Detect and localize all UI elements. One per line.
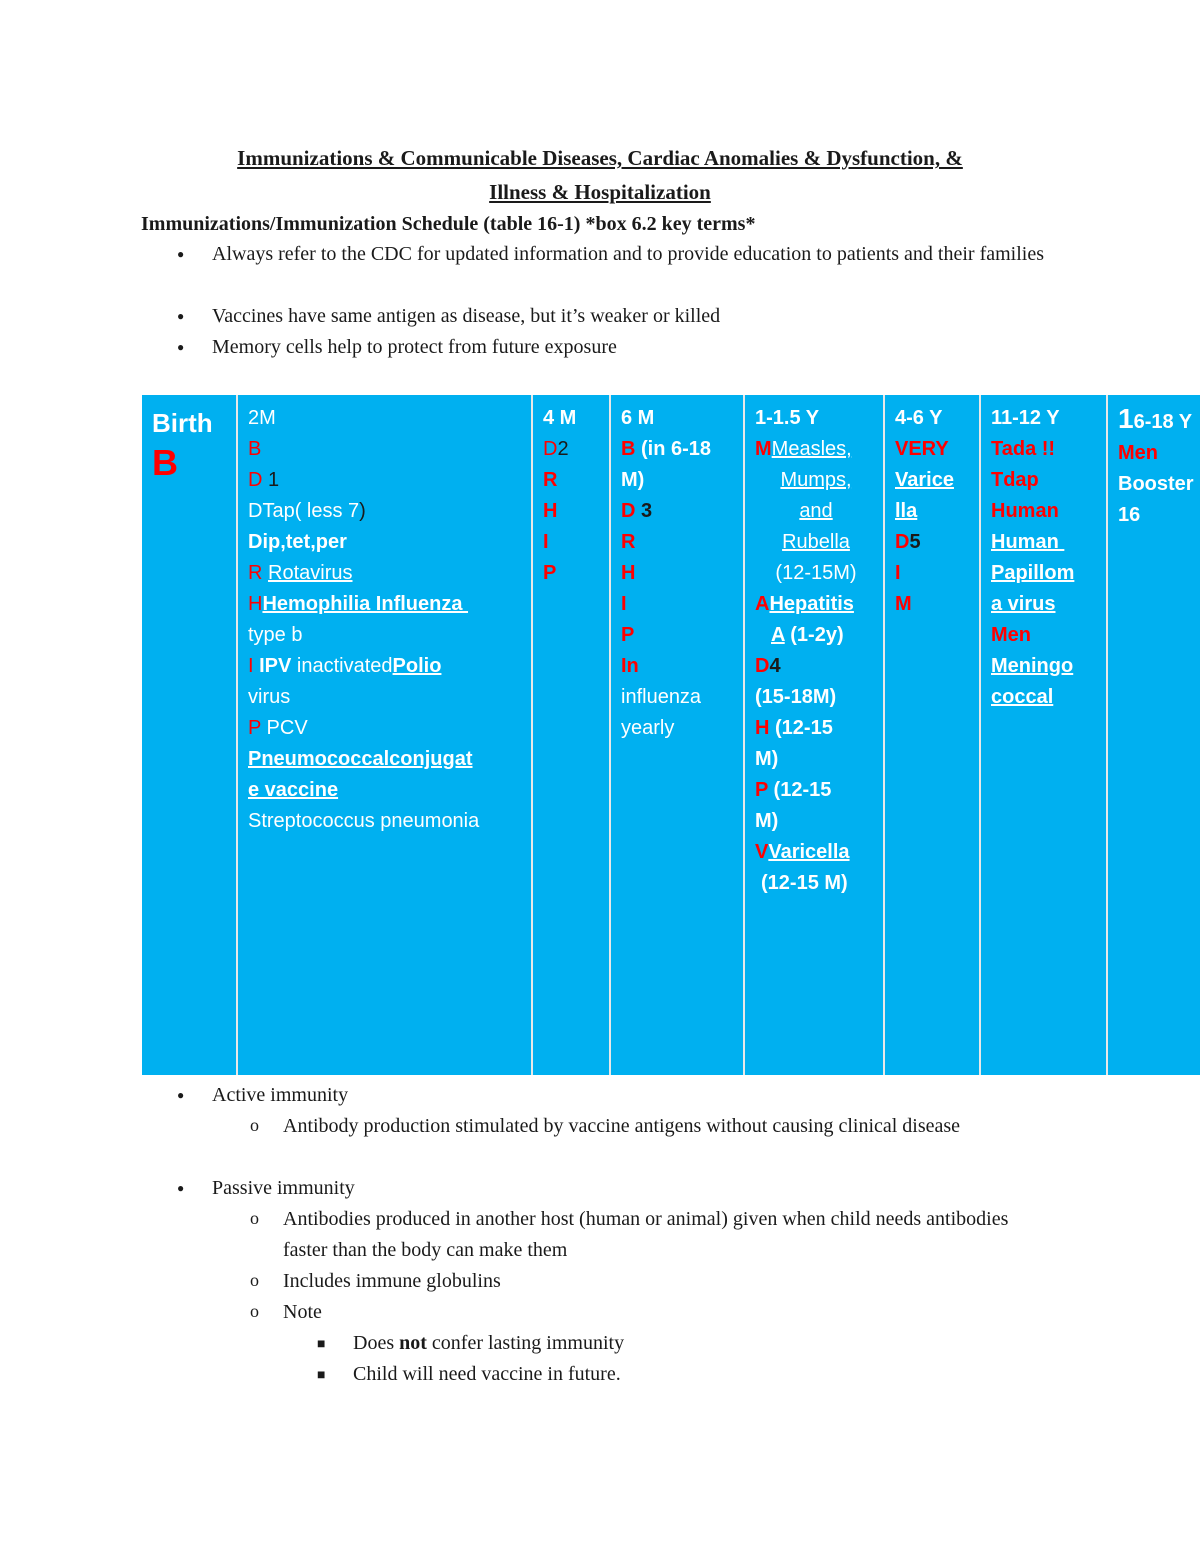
note-vaccine-in-future: ■ Child will need vaccine in future. [353,1359,1053,1390]
2m-p: P [248,717,261,739]
2m-b: B [248,438,262,460]
y16-men: Men [1118,442,1158,464]
2m-inactivated: inactivated [291,655,393,677]
2m-dip-tet-per: Dip,tet,per [248,531,347,553]
header-birth: Birth [152,408,213,438]
y1-hep-age: (1-2y) [784,624,844,646]
2m-d: D [248,469,263,491]
6m-d: D [621,500,636,522]
bullet-vaccine-antigen: ● Vaccines have same antigen as disease, but it’s weaker or killed [212,301,1052,332]
6m-h: H [621,562,636,584]
sub-passive-antibodies: o Antibodies produced in another host (human or animal) given when child needs antibodies faster than the body can make them [283,1204,1043,1266]
y1-varicella-age: (12-15 M) [761,872,848,894]
y11-hpv-1: Human [991,531,1065,553]
note-1-bold: not [399,1332,427,1354]
6m-d-dose: 3 [641,500,653,522]
y1-varicella: Varicella [768,841,850,863]
header-1-1-5y: 1-1.5 Y [755,407,820,429]
2m-pneumococcal-2: e vaccine [248,779,339,801]
2m-ipv: IPV [259,655,292,677]
6m-in: In [621,655,639,677]
2m-hemophilia: Hemophilia Influenza [262,593,469,615]
note-no-lasting-immunity [353,1328,1053,1359]
y1-a: A [755,593,770,615]
y1-p-age-2: M) [755,810,779,832]
y1-p-age: (12-15 [767,779,832,801]
column-birth [142,395,236,1075]
column-2-months [236,395,531,1075]
6m-i: I [621,593,627,615]
4m-r: R [543,469,558,491]
2m-h: H [248,593,263,615]
header-16-18y: 6-18 Y [1133,411,1193,433]
2m-dtap-close: ) [359,500,366,522]
y1-d-age: (15-18M) [755,686,837,708]
header-11-12y: 11-12 Y [991,407,1060,429]
2m-polio: Polio [392,655,442,677]
y1-and: and [799,500,833,522]
2m-virus: virus [248,686,291,708]
column-11-12-years [979,395,1106,1075]
header-4-6y: 4-6 Y [895,407,943,429]
y1-v: V [755,841,769,863]
y1-h-age: (12-15 [769,717,833,739]
note-1-post: confer lasting immunity [426,1332,625,1354]
6m-b-note-2: M) [621,469,645,491]
y11-tada: Tada !! [991,438,1056,460]
y11-tdap: Tdap [991,469,1039,491]
y16-booster: Booster [1118,473,1194,495]
2m-streptococcus: Streptococcus pneumonia [248,810,480,832]
y4-d: D [895,531,910,553]
column-6-months [609,395,743,1075]
y1-d-dose: 4 [769,655,781,677]
document-title-line-2: Illness & Hospitalization [489,180,711,204]
2m-d-dose: 1 [268,469,280,491]
2m-i: I [248,655,254,677]
y1-hepatitis: Hepatitis [769,593,854,615]
sub-immune-globulins: o Includes immune globulins [283,1266,1043,1297]
y1-mumps: Mumps, [780,469,852,491]
column-1-1-5-years [743,395,883,1075]
header-2m: 2M [248,407,276,429]
6m-r: R [621,531,636,553]
y1-p: P [755,779,768,801]
header-16-18y-big: 1 [1118,403,1134,434]
note-1-pre: Does [353,1332,400,1354]
header-4m: 4 M [543,407,577,429]
2m-type-b: type b [248,624,303,646]
y1-mmr-age: (12-15M) [775,562,857,584]
6m-b: B [621,438,636,460]
y4-very: VERY [895,438,949,460]
6m-p: P [621,624,635,646]
y4-varicella-1: Varice [895,469,954,491]
y4-m: M [895,593,912,615]
y1-h: H [755,717,770,739]
y1-h-age-2: M) [755,748,779,770]
y4-d-dose: 5 [909,531,921,553]
6m-yearly: yearly [621,717,675,739]
y11-hpv-3: a virus [991,593,1056,615]
y1-m: M [755,438,772,460]
y16-age: 16 [1118,504,1141,526]
bullet-memory-cells: ● Memory cells help to protect from future exposure [212,332,1052,363]
bullet-passive-immunity: ● Passive immunity [212,1173,1052,1204]
y11-coccal: coccal [991,686,1054,708]
2m-rotavirus: Rotavirus [268,562,353,584]
header-6m: 6 M [621,407,655,429]
y4-i: I [895,562,901,584]
4m-i: I [543,531,549,553]
y1-hep-a: A [771,624,785,646]
y1-rubella: Rubella [782,531,850,553]
y11-meningo: Meningo [991,655,1074,677]
y4-varicella-2: lla [895,500,918,522]
document-title-line-1: Immunizations & Communicable Diseases, Cardiac Anomalies & Dysfunction, & [237,146,963,170]
column-16-18-years [1106,395,1200,1075]
column-4-months [531,395,609,1075]
6m-influenza: influenza [621,686,702,708]
y11-men: Men [991,624,1031,646]
2m-pcv: PCV [266,717,308,739]
sub-active-immunity: o Antibody production stimulated by vaccine antigens without causing clinical disease [283,1111,1043,1142]
sub-note: o Note [283,1297,1043,1328]
birth-hep-b: B [152,442,178,483]
y1-d: D [755,655,770,677]
2m-dtap: DTap( less 7 [248,500,360,522]
y11-hpv-2: Papillom [991,562,1075,584]
6m-b-note: (in 6-18 [635,438,712,460]
2m-pneumococcal-1: Pneumococcalconjugat [248,748,473,770]
bullet-active-immunity: ● Active immunity [212,1080,1052,1111]
y11-human: Human [991,500,1059,522]
y1-measles: Measles, [771,438,852,460]
immunization-schedule-table [142,395,1200,1075]
2m-r: R [248,562,263,584]
section-heading: Immunizations/Immunization Schedule (table 16-1) *box 6.2 key terms* [141,213,756,235]
4m-h: H [543,500,558,522]
column-4-6-years [883,395,979,1075]
4m-d: D [543,438,558,460]
4m-p: P [543,562,557,584]
4m-d-dose: 2 [557,438,569,460]
bullet-cdc: ● Always refer to the CDC for updated information and to provide education to patients and their families [212,239,1052,270]
